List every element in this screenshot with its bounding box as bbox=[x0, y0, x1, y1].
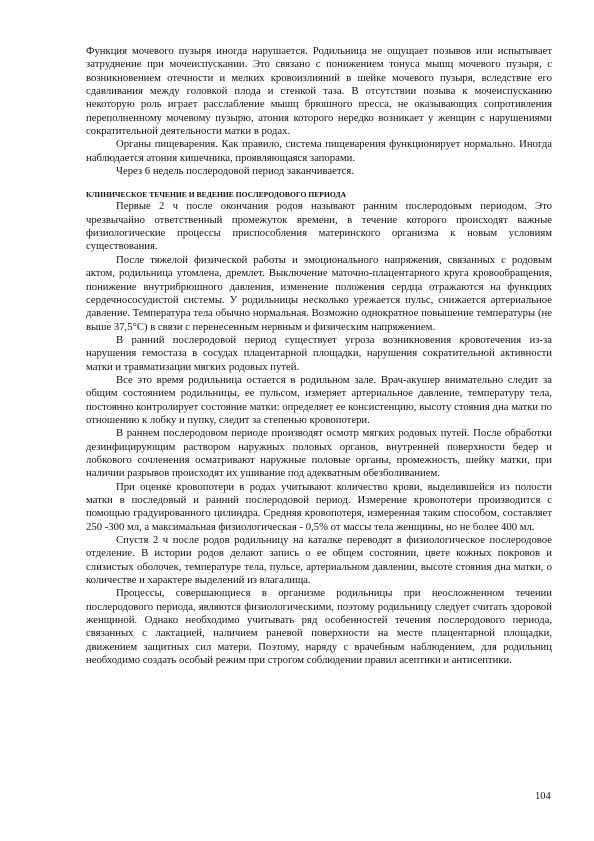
paragraph-early-period: Первые 2 ч после окончания родов называют ранним послеродовым периодом. Это чрезвычайно ответственный промежуток времени, в течение которого происходят важные физиологические процессы приспособления материнского организма к новым условиям существования. bbox=[86, 200, 552, 253]
paragraph-bladder: Функция мочевого пузыря иногда нарушается. Родильница не ощущает позывов или испытывает затруднение при мочеиспускании. Это связано с понижением тонуса мышц мочевого пузыря, с возникновением отечности и мелких кровоизлияний в шейке мочевого пузыря, вследствие его сдавливания между головкой плода и стенкой таза. В отсутствии позыва к мочеиспусканию некоторую роль играет расслабление мышц брюшного пресса, не оказывающих сопротивления переполненному мочевому пузырю, атония которого нередко возникает у женщин с нарушениями сократительной деятельности матки в родах. bbox=[86, 45, 552, 138]
paragraph-physiological: Процессы, совершающиеся в организме родильницы при неосложненном течении послеродового периода, являются физиологическими, поэтому родильницу следует считать здоровой женщиной. Однако необходимо учитывать ряд особенностей течения послеродового периода, связанных с лактацией, наличием раневой поверхности на месте плацентарной площадки, движением защитных сил матери. Поэтому, наряду с врачебным наблюдением, для родильниц необходимо создать особый режим при строгом соблюдении правил асептики и антисептики. bbox=[86, 587, 552, 667]
paragraph-digestion: Органы пищеварения. Как правило, система пищеварения функционирует нормально. Иногда наблюдается атония кишечника, проявляющаяся запорами. bbox=[86, 138, 552, 164]
page-number: 104 bbox=[535, 791, 551, 802]
page-body bbox=[86, 45, 552, 667]
section-heading: КЛИНИЧЕСКОЕ ТЕЧЕНИЕ И ВЕДЕНИЕ ПОСЛЕРОДОВОГО ПЕРИОДА bbox=[86, 190, 347, 200]
paragraph-examination: В раннем послеродовом периоде производят осмотр мягких родовых путей. После обработки дезинфицирующим раствором наружных половых органов, внутренней поверхности бедер и лобкового сочленения осматривают наружные половые органы, промежность, шейку матки, при наличии разрывов происходят их ушивание под адекватным обезболиванием. bbox=[86, 427, 552, 480]
paragraph-transfer: Спустя 2 ч после родов родильницу на каталке переводят в физиологическое послеродовое отделение. В истории родов делают запись о ее общем состоянии, цвете кожных покровов и слизистых оболочек, температуре тела, пульсе, артериальном давлении, высоте стояния дна матки, о количестве и характере выделений из влагалища. bbox=[86, 534, 552, 587]
paragraph-period-end: Через 6 недель послеродовой период заканчивается. bbox=[116, 165, 354, 178]
paragraph-blood-loss: При оценке кровопотери в родах учитывают количество крови, выделившейся из полости матки в последовый и ранний послеродовой период. Измерение кровопотери производится с помощью градуированного цилиндра. Средняя кровопотеря, измеренная таким способом, составляет 250 -300 мл, а максимальная физиологическая - 0,5% от массы тела женщины, но не более 400 мл. bbox=[86, 480, 552, 533]
paragraph-bleeding-risk: В ранний послеродовой период существует угроза возникновения кровотечения из-за нарушения гемостаза в сосудах плацентарной площадки, нарушения сократительной активности матки и травматизации мягких родовых путей. bbox=[86, 333, 552, 373]
paragraph-monitoring: Все это время родильница остается в родильном зале. Врач-акушер внимательно следит за общим состоянием родильницы, ее пульсом, измеряет артериальное давление, температуру тела, постоянно контролирует состояние матки: определяет ее консистенцию, высоту стояния дна матки по отношению к лобку и пупку, следит за степенью кровопотери. bbox=[86, 373, 552, 426]
paragraph-fatigue: После тяжелой физической работы и эмоционального напряжения, связанных с родовым актом, родильница утомлена, дремлет. Выключение маточно-плацентарного круга кровообращения, понижение внутрибрюшного давления, изменение положения сердца отражаются на функциях сердечнососудистой системы. У родильницы несколько урежается пульс, снижается артериальное давление. Температура тела обычно нормальная. Возможно однократное повышение температуры (не выше 37,5°C) в связи с перенесенным нервным и физическим напряжением. bbox=[86, 253, 552, 333]
